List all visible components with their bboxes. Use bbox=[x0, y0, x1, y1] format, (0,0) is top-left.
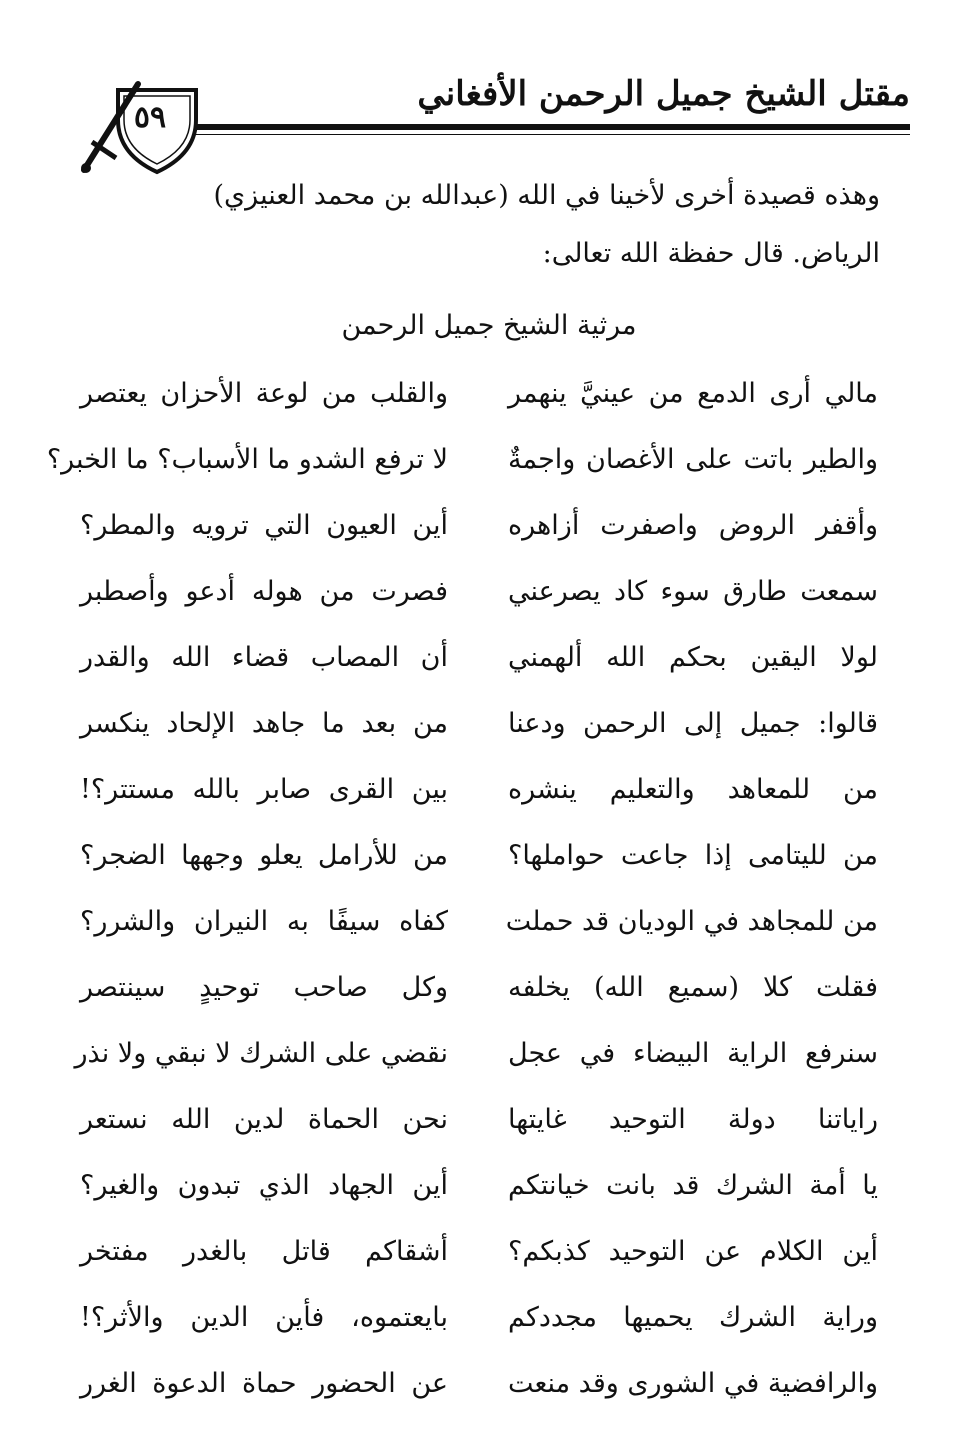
verse-first-hemistich: راياتنا دولة التوحيد غايتها bbox=[508, 1104, 878, 1135]
verse-second-hemistich: أين العيون التي ترويه والمطر؟ bbox=[80, 510, 448, 541]
verse-second-hemistich: أشقاكم قاتل بالغدر مفتخر bbox=[80, 1236, 448, 1267]
header-rule-thin bbox=[180, 134, 910, 135]
verse-first-hemistich: والرافضية في الشورى وقد منعت bbox=[507, 1368, 878, 1399]
verse-first-hemistich: من لليتامى إذا جاعت حواملها؟ bbox=[508, 840, 878, 871]
header-rule bbox=[180, 124, 910, 130]
verse-first-hemistich: سنرفع الراية البيضاء في عجل bbox=[508, 1038, 878, 1069]
verse-second-hemistich: وكل صاحب توحيدٍ سينتصر bbox=[80, 972, 448, 1003]
verse-second-hemistich: عن الحضور حماة الدعوة الغرر bbox=[80, 1368, 448, 1399]
verse-first-hemistich: فقلت كلا (سميع الله) يخلفه bbox=[508, 972, 878, 1003]
verse-second-hemistich: نقضي على الشرك لا نبقي ولا نذر bbox=[74, 1038, 448, 1069]
verse-second-hemistich: والقلب من لوعة الأحزان يعتصر bbox=[80, 378, 448, 409]
verse-first-hemistich: يا أمة الشرك قد بانت خيانتكم bbox=[508, 1170, 878, 1201]
verse-second-hemistich: بايعتموه، فأين الدين والأثر؟! bbox=[80, 1302, 448, 1333]
verse-first-hemistich: قالوا: جميل إلى الرحمن ودعنا bbox=[508, 708, 878, 739]
verse-second-hemistich: لا ترفع الشدو ما الأسباب؟ ما الخبر؟ bbox=[46, 444, 448, 475]
running-title: مقتل الشيخ جميل الرحمن الأفغاني bbox=[417, 74, 910, 114]
verse-second-hemistich: بين القرى صابر بالله مستتر؟! bbox=[80, 774, 448, 805]
intro-line-2: الرياض. قال حفظة الله تعالى: bbox=[542, 238, 880, 269]
page-number: ٥٩ bbox=[133, 100, 167, 135]
verse-first-hemistich: مالي أرى الدمع من عينيَّ ينهمر bbox=[508, 378, 878, 409]
verse-first-hemistich: أين الكلام عن التوحيد كذبكم؟ bbox=[508, 1236, 878, 1267]
verse-first-hemistich: وأقفر الروض واصفرت أزاهره bbox=[508, 510, 878, 541]
verse-second-hemistich: من للأرامل يعلو وجهها الضجر؟ bbox=[80, 840, 448, 871]
verse-first-hemistich: سمعت طارق سوء كاد يصرعني bbox=[508, 576, 878, 607]
verse-first-hemistich: والطير باتت على الأغصان واجمةٌ bbox=[508, 444, 878, 475]
verse-second-hemistich: نحن الحماة لدين الله نستعر bbox=[80, 1104, 448, 1135]
verse-second-hemistich: من بعد ما جاهد الإلحاد ينكسر bbox=[80, 708, 448, 739]
verse-second-hemistich: أين الجهاد الذي تبدون والغير؟ bbox=[80, 1170, 448, 1201]
verse-first-hemistich: من للمعاهد والتعليم ينشره bbox=[508, 774, 878, 805]
verse-first-hemistich: لولا اليقين بحكم الله ألهمني bbox=[508, 642, 878, 673]
verse-second-hemistich: أن المصاب قضاء الله والقدر bbox=[80, 642, 448, 673]
verse-first-hemistich: وراية الشرك يحميها مجددكم bbox=[508, 1302, 878, 1333]
verse-first-hemistich: من للمجاهد في الوديان قد حملت bbox=[505, 906, 878, 937]
page-header bbox=[70, 60, 910, 170]
verse-second-hemistich: كفاه سيفًا به النيران والشرر؟ bbox=[80, 906, 448, 937]
verse-second-hemistich: فصرت من هوله أدعو وأصطبر bbox=[80, 576, 448, 607]
intro-line-1: وهذه قصيدة أخرى لأخينا في الله (عبدالله بن محمد العنيزي) bbox=[213, 180, 880, 211]
poem-title: مرثية الشيخ جميل الرحمن bbox=[341, 310, 637, 341]
